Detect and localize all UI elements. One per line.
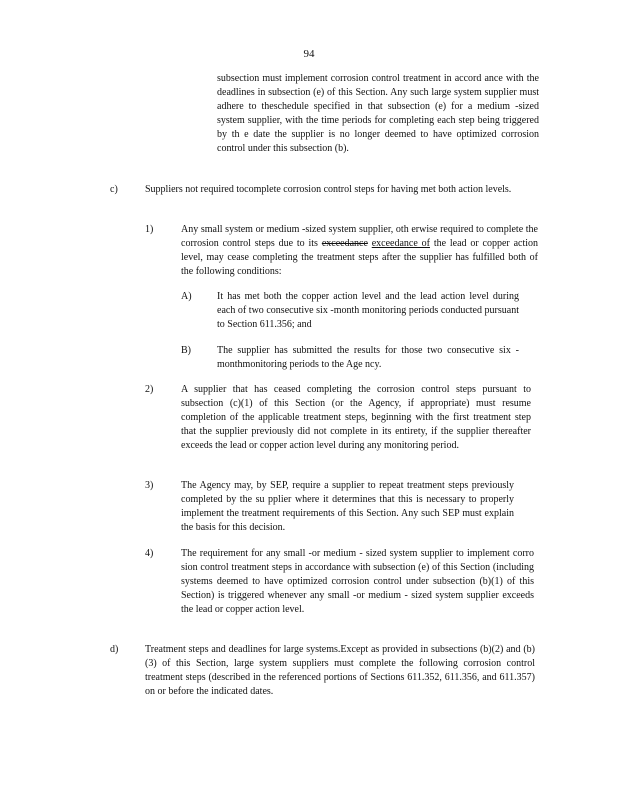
item-c3-text: The Agency may, by SEP, require a supplier to repeat treatment steps previously completed by the su pplier where it determines that this is necessary to properly implement the treatment requirements of this Section. Any such SEP must explain the basis for this decision. <box>181 480 514 533</box>
continued-paragraph: subsection must implement corrosion control treatment in accord ance with the deadlines in subsection (e) of this Section. Any such large system supplier must adhere to theschedule specified in that subsection (e) for a medium -sized system supplier, with the time periods for completing each step being triggered by th e date the supplier is no longer deemed to have optimized corrosion control under this subsection (b). <box>217 73 539 154</box>
inserted-text: exceedance of <box>371 238 430 249</box>
struck-text: exceedance <box>321 238 368 249</box>
item-c1-text-b: the lead or copper action level, may cease completing the treatment steps after the supplier has fulfilled both of the following conditions: <box>181 238 539 277</box>
section-c-label: c) <box>110 184 118 195</box>
page-number: 94 <box>303 48 315 60</box>
item-c4-label: 4) <box>145 548 154 559</box>
item-c2-label: 2) <box>145 384 154 395</box>
item-c1-label: 1) <box>145 224 154 235</box>
item-c3-label: 3) <box>145 480 154 491</box>
subitem-b-text: The supplier has submitted the results for those two consecutive six -monthmonitoring periods to the Age ncy. <box>217 345 519 370</box>
section-c-text: Suppliers not required tocomplete corrosion control steps for having met both action levels. <box>145 184 512 195</box>
subitem-a-label: A) <box>181 291 192 302</box>
item-c4-text: The requirement for any small -or medium - sized system supplier to implement corro sion control treatment steps in accordance with subsection (e) of this Section (including systems deemed to have optimized corrosion control under subsection (b)(1) of this Section) is triggered whenever any small -or medium - sized system supplier exceeds the lead or copper action level. <box>181 548 534 615</box>
item-c1-text-a: Any small system or medium -sized system supplier, oth erwise required to complete the corrosion control steps due to its <box>181 224 538 249</box>
item-c2-text: A supplier that has ceased completing the corrosion control steps pursuant to subsection (c)(1) of this Section (or the Agency, if appropriate) must resume completion of the applicable treatment steps, beginning with the first treatment step that the supplier previously did not complete in its entirety, if the supplier thereafter exceeds the lead or copper action level during any monitoring period. <box>181 384 531 451</box>
subitem-a-text: It has met both the copper action level and the lead action level during each of two consecutive six -month monitoring periods conducted pursuant to Section 611.356; and <box>217 291 519 330</box>
subitem-b-label: B) <box>181 345 191 356</box>
section-d-text: Treatment steps and deadlines for large systems.Except as provided in subsections (b)(2) and (b)(3) of this Section, large system suppliers must complete the following corrosion control treatment steps (described in the referenced portions of Sections 611.352, 611.356, and 611.357) on or before the indicated dates. <box>145 644 535 697</box>
section-d-label: d) <box>110 644 119 655</box>
item-c1-text <box>181 223 538 279</box>
